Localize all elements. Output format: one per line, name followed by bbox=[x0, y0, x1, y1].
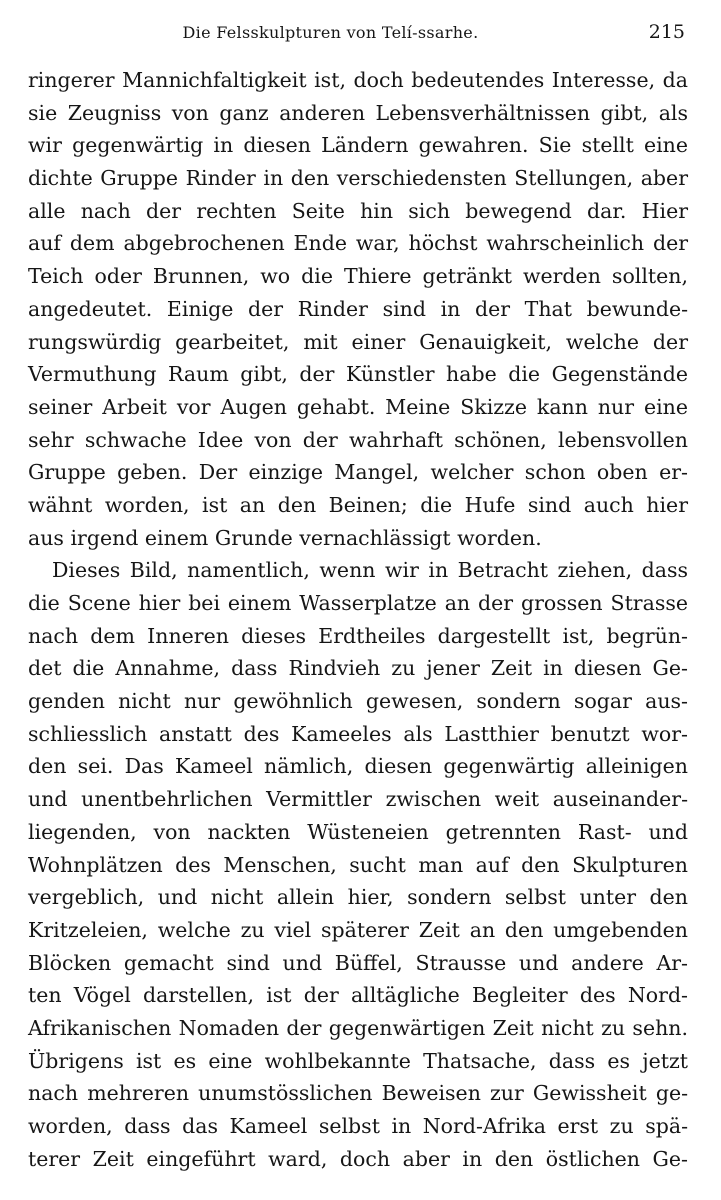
text-line: vergeblich, und nicht allein hier, sondern selbst unter den bbox=[28, 885, 688, 910]
text-line: den sei. Das Kameel nämlich, diesen gegenwärtig alleinigen bbox=[28, 754, 688, 779]
text-line: aus irgend einem Grunde vernachlässigt worden. bbox=[28, 525, 542, 550]
text-line: Kritzeleien, welche zu viel späterer Zeit an den umgebenden bbox=[28, 917, 688, 942]
text-line: Afrikanischen Nomaden der gegenwärtigen Zeit nicht zu sehn. bbox=[28, 1015, 688, 1040]
text-line: det die Annahme, dass Rindvieh zu jener Zeit in diesen Ge- bbox=[28, 656, 688, 681]
text-line: genden nicht nur gewöhnlich gewesen, sondern sogar aus- bbox=[28, 689, 688, 714]
text-line: ten Vögel darstellen, ist der alltägliche Begleiter des Nord- bbox=[28, 983, 688, 1008]
text-line: wir gegenwärtig in diesen Ländern gewahren. Sie stellt eine bbox=[28, 133, 688, 158]
text-line: dichte Gruppe Rinder in den verschiedensten Stellungen, aber bbox=[28, 166, 688, 191]
text-line: sie Zeugniss von ganz anderen Lebensverhältnissen gibt, als bbox=[28, 100, 688, 125]
text-line: Vermuthung Raum gibt, der Künstler habe die Gegenstände bbox=[28, 362, 688, 387]
page-number: 215 bbox=[648, 21, 685, 43]
body-text bbox=[28, 64, 688, 1175]
page-header bbox=[28, 16, 693, 50]
text-line: worden, dass das Kameel selbst in Nord-Afrika erst zu spä- bbox=[28, 1114, 688, 1138]
text-line: Gruppe geben. Der einzige Mangel, welcher schon oben er- bbox=[28, 460, 688, 485]
text-line: nach mehreren unumstösslichen Beweisen zur Gewissheit ge- bbox=[28, 1081, 688, 1106]
text-line: sehr schwache Idee von der wahrhaft schönen, lebensvollen bbox=[28, 427, 688, 452]
text-line: Blöcken gemacht sind und Büffel, Strausse und andere Ar- bbox=[28, 950, 688, 975]
text-line: auf dem abgebrochenen Ende war, höchst wahrscheinlich der bbox=[28, 231, 688, 256]
text-line: ringerer Mannichfaltigkeit ist, doch bedeutendes Interesse, da bbox=[28, 68, 688, 92]
running-head: Die Felsskulpturen von Telí-ssarhe. bbox=[182, 23, 479, 42]
paragraph bbox=[28, 64, 688, 554]
text-line: Übrigens ist es eine wohlbekannte Thatsache, dass es jetzt bbox=[28, 1048, 688, 1073]
text-line: schliesslich anstatt des Kameeles als Lastthier benutzt wor- bbox=[28, 721, 688, 746]
text-line: die Scene hier bei einem Wasserplatze an der grossen Strasse bbox=[28, 591, 688, 615]
text-line: wähnt worden, ist an den Beinen; die Hufe sind auch hier bbox=[28, 492, 688, 517]
text-line: und unentbehrlichen Vermittler zwischen weit auseinander- bbox=[28, 787, 688, 812]
text-line: rungswürdig gearbeitet, mit einer Genauigkeit, welche der bbox=[28, 329, 688, 354]
paragraph bbox=[28, 554, 688, 1175]
text-line: angedeutet. Einige der Rinder sind in der That bewunde- bbox=[28, 296, 688, 321]
text-line: Dieses Bild, namentlich, wenn wir in Betracht ziehen, dass bbox=[52, 558, 688, 583]
text-line: seiner Arbeit vor Augen gehabt. Meine Skizze kann nur eine bbox=[28, 394, 688, 419]
text-line: alle nach der rechten Seite hin sich bewegend dar. Hier bbox=[28, 198, 688, 223]
text-line: Teich oder Brunnen, wo die Thiere getränkt werden sollten, bbox=[28, 264, 688, 289]
text-line: Wohnplätzen des Menschen, sucht man auf den Skulpturen bbox=[28, 852, 688, 877]
text-line: nach dem Inneren dieses Erdtheiles dargestellt ist, begrün- bbox=[28, 623, 688, 648]
text-line: terer Zeit eingeführt ward, doch aber in den östlichen Ge- bbox=[28, 1146, 688, 1171]
text-line: liegenden, von nackten Wüsteneien getrennten Rast- und bbox=[28, 819, 688, 844]
